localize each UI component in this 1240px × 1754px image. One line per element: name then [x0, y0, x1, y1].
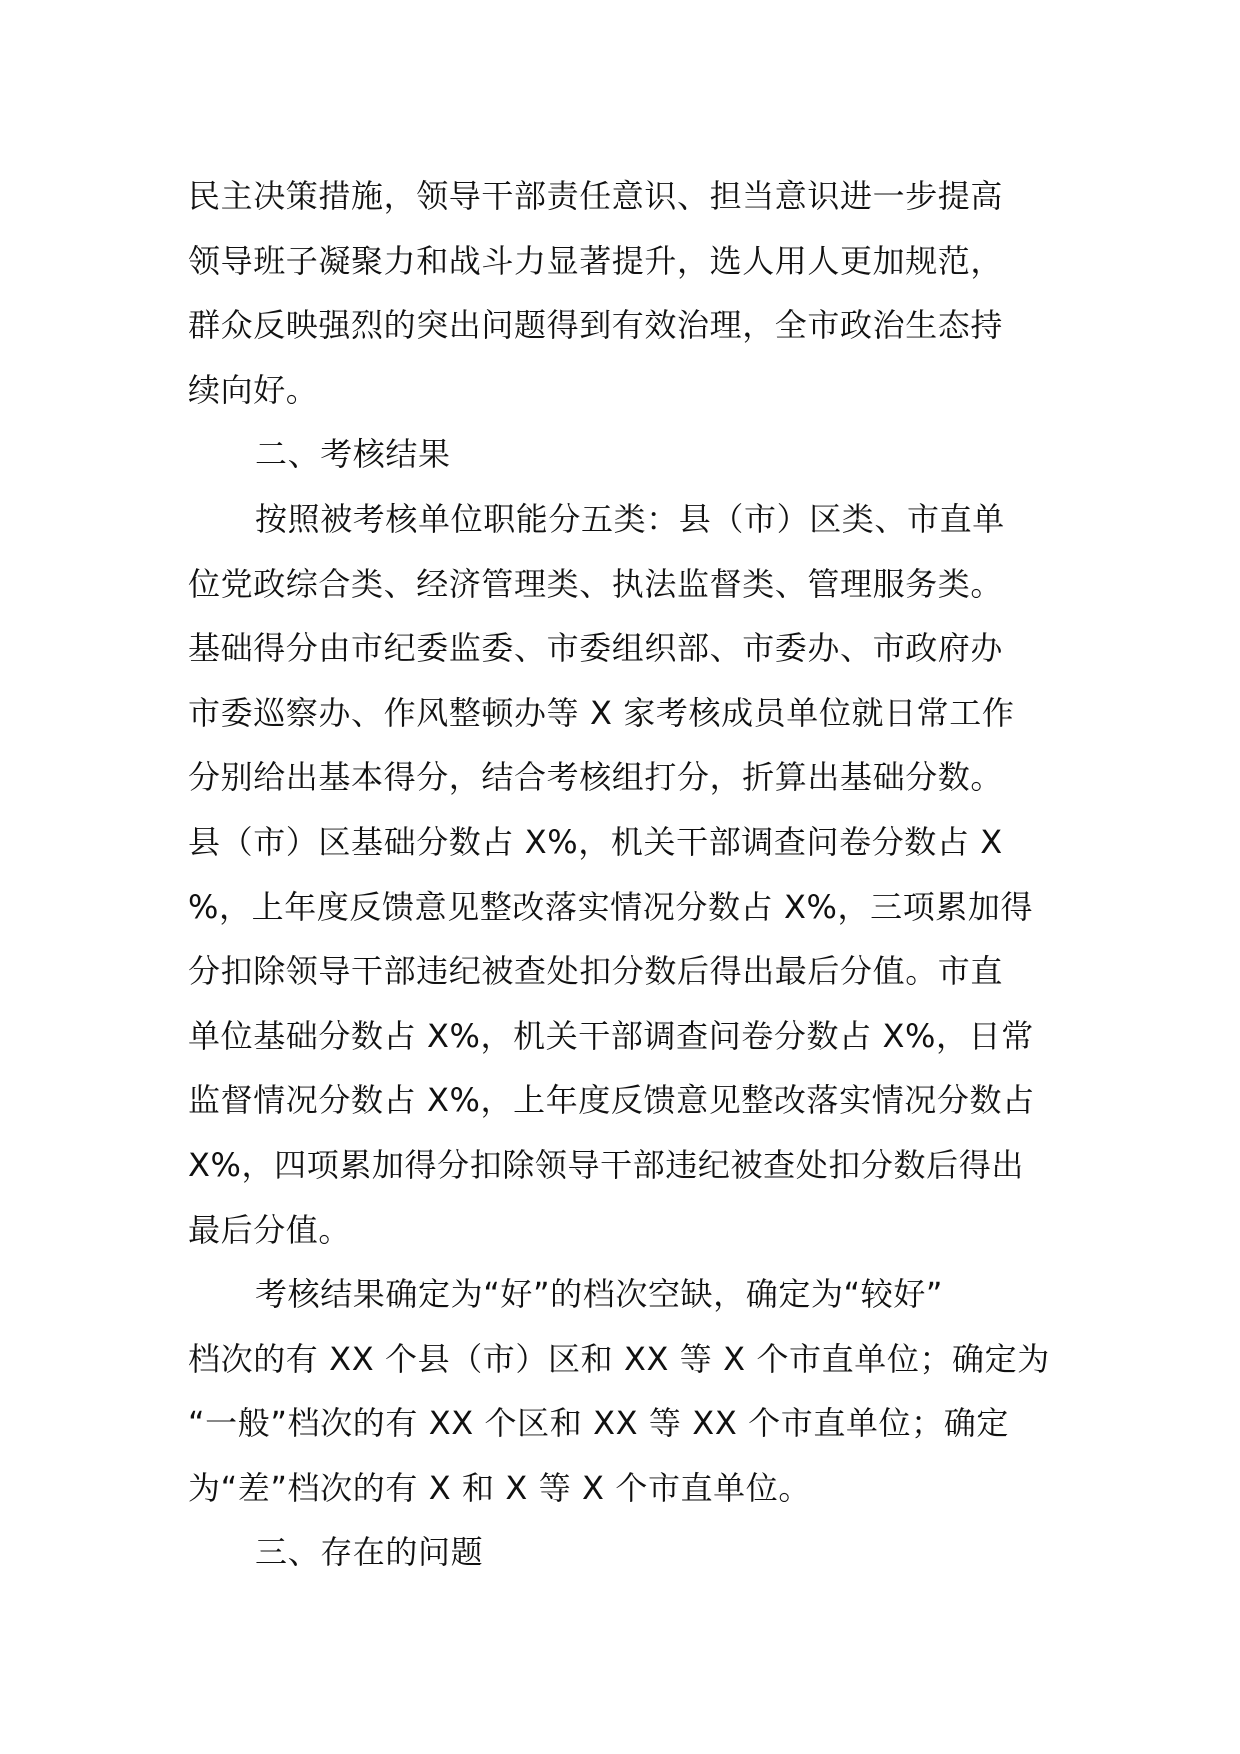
text-line: 分扣除领导干部违纪被查处扣分数后得出最后分值。市直 [188, 952, 1004, 991]
text-line: 群众反映强烈的突出问题得到有效治理，全市政治生态持 [188, 306, 1004, 345]
text-line: 续向好。 [188, 370, 319, 409]
text-line: 单位基础分数占 X%，机关干部调查问卷分数占 X%，日常 [188, 1016, 1034, 1055]
text-line: 考核结果确定为“好”的档次空缺，确定为“较好” [255, 1275, 944, 1314]
text-line: 最后分值。 [188, 1210, 352, 1249]
text-line: 档次的有 XX 个县（市）区和 XX 等 X 个市直单位；确定为 [188, 1339, 1050, 1378]
text-line: %，上年度反馈意见整改落实情况分数占 X%，三项累加得 [188, 887, 1034, 926]
text-line: 为“差”档次的有 X 和 X 等 X 个市直单位。 [188, 1468, 811, 1507]
text-line: “一般”档次的有 XX 个区和 XX 等 XX 个市直单位；确定 [188, 1404, 1009, 1443]
text-line: 市委巡察办、作风整顿办等 X 家考核成员单位就日常工作 [188, 693, 1015, 732]
text-line: 县（市）区基础分数占 X%，机关干部调查问卷分数占 X [188, 822, 1003, 861]
section-heading: 二、考核结果 [255, 435, 451, 474]
text-line: 民主决策措施，领导干部责任意识、担当意识进一步提高 [188, 177, 1004, 215]
document-body [188, 164, 1058, 1585]
text-line: X%，四项累加得分扣除领导干部违纪被查处扣分数后得出 [188, 1145, 1024, 1184]
text-line: 基础得分由市纪委监委、市委组织部、市委办、市政府办 [188, 629, 1004, 668]
text-line: 分别给出基本得分，结合考核组打分，折算出基础分数。 [188, 758, 1004, 797]
text-line: 位党政综合类、经济管理类、执法监督类、管理服务类。 [188, 564, 1004, 603]
text-line: 监督情况分数占 X%，上年度反馈意见整改落实情况分数占 [188, 1081, 1035, 1120]
text-line: 按照被考核单位职能分五类：县（市）区类、市直单 [255, 499, 1005, 538]
text-line: 领导班子凝聚力和战斗力显著提升，选人用人更加规范， [188, 241, 1004, 280]
section-heading: 三、存在的问题 [255, 1533, 484, 1572]
